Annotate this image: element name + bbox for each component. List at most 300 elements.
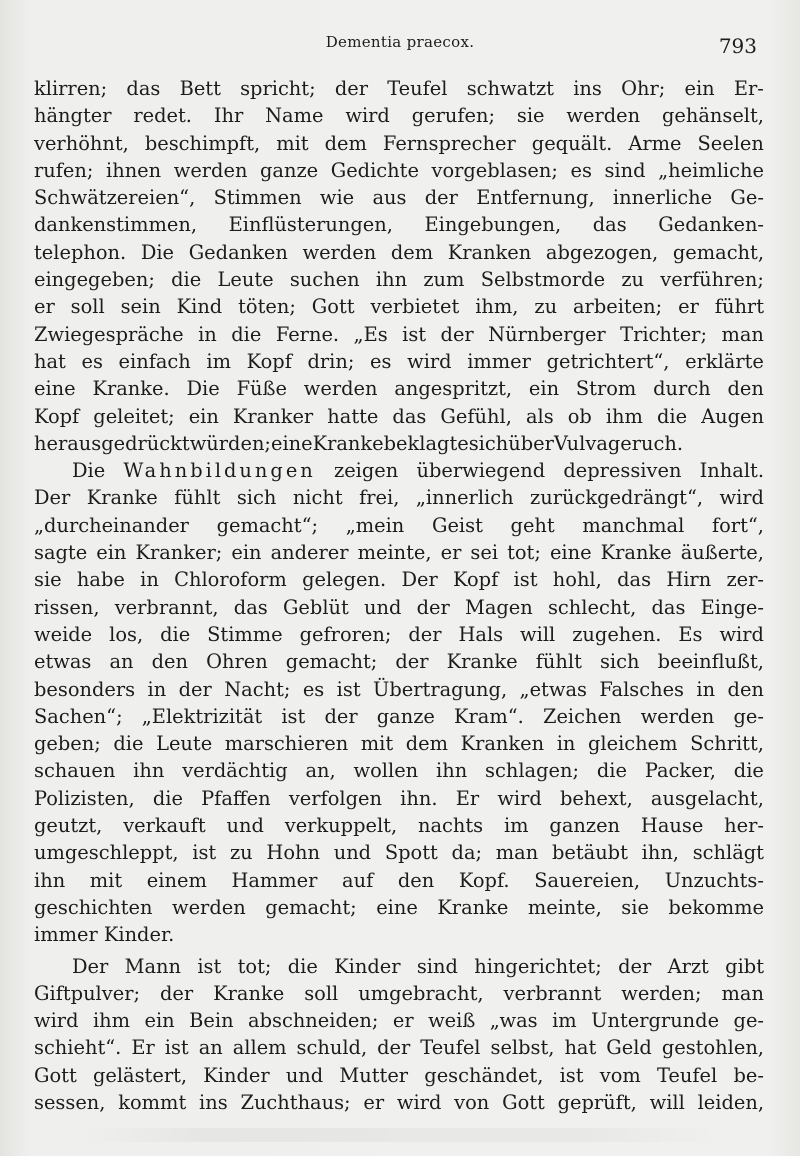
word: zu: [534, 295, 558, 319]
word: die: [656, 404, 688, 428]
word: er: [392, 1009, 414, 1033]
word: Einflüsterungen,: [228, 213, 393, 237]
word: gequält.: [531, 131, 613, 155]
word: Inhalt.: [699, 459, 764, 483]
word: schlecht,: [547, 595, 637, 619]
word: im: [503, 814, 529, 838]
word: los,: [109, 622, 144, 646]
word: Leute: [156, 732, 213, 756]
word: aus: [372, 186, 407, 210]
word: kommt: [118, 1090, 187, 1114]
word: die: [171, 268, 202, 292]
word: rissen,: [34, 595, 100, 619]
text-line: [34, 1062, 764, 1089]
word: verkuppelt,: [284, 814, 398, 838]
word: da;: [451, 841, 483, 865]
word: schuld,: [296, 1036, 368, 1060]
text-line: [34, 102, 764, 129]
word: einfach: [118, 349, 191, 373]
word: gemacht;: [285, 650, 378, 674]
word: frei,: [359, 486, 400, 510]
word: meinte,: [357, 541, 432, 565]
text-line: [34, 894, 764, 921]
word: es: [370, 349, 392, 373]
word: Ihr: [213, 104, 244, 128]
word: „heimliche: [658, 158, 764, 182]
text-line: [34, 211, 764, 238]
word: umgeschleppt,: [34, 841, 179, 865]
word: ins: [573, 77, 602, 100]
word: in: [147, 677, 167, 701]
word: man: [721, 981, 764, 1005]
word: Kranker: [232, 404, 314, 428]
text-line: [34, 867, 764, 894]
word: fühlt: [174, 486, 221, 510]
word: werden;: [621, 981, 702, 1005]
word: „durcheinander: [34, 513, 189, 537]
text-line: [34, 457, 764, 484]
word: geht: [510, 513, 555, 537]
text-line: [34, 239, 764, 266]
word: verfolgen: [288, 786, 382, 810]
word: Giftpulver;: [34, 981, 140, 1005]
word: ihn.: [400, 786, 438, 810]
word: „innerlich: [415, 486, 514, 510]
word: wird: [407, 349, 452, 373]
word: Ohr;: [621, 77, 666, 100]
word: wird: [345, 104, 390, 128]
word: das: [233, 595, 268, 619]
word: Polizisten,: [34, 786, 135, 810]
word: arbeiten;: [573, 295, 663, 319]
word: hängter: [34, 104, 112, 128]
word: mit: [360, 732, 394, 756]
word: verführen;: [660, 268, 764, 292]
word: verbietet: [370, 295, 460, 319]
word: gelegen.: [302, 568, 387, 592]
word: wollen: [353, 759, 419, 783]
word: das: [392, 404, 427, 428]
word: Kinder: [203, 1063, 270, 1087]
word: man: [721, 322, 764, 346]
word: meinte,: [527, 895, 602, 919]
word: Sachen“;: [34, 704, 123, 728]
word: ihn: [133, 759, 165, 783]
word: selbst,: [490, 1036, 555, 1060]
word: zu: [229, 841, 253, 865]
word: Die: [140, 240, 175, 264]
word: vom: [599, 1063, 641, 1087]
word: verbrannt,: [114, 595, 219, 619]
word: die: [152, 786, 183, 810]
word: Name: [265, 104, 324, 128]
word: Stimmen: [213, 186, 302, 210]
word: werden: [640, 704, 715, 728]
word: Ge-: [730, 186, 764, 210]
word: Einge-: [700, 595, 764, 619]
word: Teufel: [387, 77, 448, 100]
word: zum: [423, 268, 465, 292]
word: ein: [96, 541, 127, 565]
word: Gott: [34, 1063, 77, 1087]
word: Kranke: [600, 541, 672, 565]
word: schauen: [34, 759, 116, 783]
word: er: [678, 295, 699, 319]
word: in: [696, 677, 716, 701]
word: fort“,: [711, 513, 764, 537]
word: gerufen;: [411, 104, 496, 128]
word: über: [508, 431, 554, 455]
page-number: 793: [718, 34, 757, 58]
word: den: [727, 377, 764, 401]
word: das: [651, 595, 686, 619]
word: wird: [34, 1009, 79, 1033]
word: Augen: [701, 404, 764, 428]
word: ist: [281, 704, 306, 728]
body-text: [34, 75, 764, 1116]
word: er: [440, 541, 462, 565]
word: Füße: [236, 377, 287, 401]
word: Ferne.: [275, 322, 340, 346]
word: Nürnberger: [488, 322, 606, 346]
word: ihn: [436, 759, 468, 783]
word: Kranke.: [92, 377, 170, 401]
word: vorgeblasen;: [431, 158, 558, 182]
text-line: [34, 539, 764, 566]
word: weiß: [428, 1009, 476, 1033]
word: ist: [197, 954, 222, 978]
word: Entfernung,: [476, 186, 595, 210]
word: manchmal: [582, 513, 685, 537]
word: sich: [468, 431, 509, 455]
word: betäubt: [551, 841, 628, 865]
word: ihn,: [641, 841, 679, 865]
word: Er: [455, 786, 480, 810]
word: man: [495, 841, 539, 865]
word: Gedanken-: [658, 213, 764, 237]
word: als: [525, 404, 554, 428]
word: beschimpft,: [144, 131, 261, 155]
word: an,: [305, 759, 336, 783]
word: Kopf: [34, 404, 80, 428]
word: Geld: [606, 1036, 652, 1060]
word: ein: [231, 541, 262, 565]
word: der: [440, 322, 474, 346]
word: Gefühl,: [440, 404, 512, 428]
word: Hohn: [266, 841, 320, 865]
text-line: [34, 403, 764, 430]
word: geschichten: [34, 895, 153, 919]
word: ist: [559, 1063, 584, 1087]
word: sein: [120, 295, 161, 319]
word: Gedanken: [188, 240, 288, 264]
word: Untergrunde: [591, 1009, 720, 1033]
word: gibt: [725, 954, 764, 978]
word: wird: [396, 1090, 442, 1114]
word: eine: [270, 431, 313, 455]
word: ein: [188, 404, 219, 428]
word: einem: [146, 868, 207, 892]
word: Kranke: [86, 486, 158, 510]
word: soll: [70, 295, 105, 319]
word: Kranke: [213, 981, 285, 1005]
text-line: [34, 676, 764, 703]
word: etwas: [34, 650, 92, 674]
word: Pfaffen: [201, 786, 271, 810]
word: gemacht“;: [216, 513, 319, 537]
word: werden: [566, 104, 641, 128]
word: er: [34, 295, 55, 319]
word: eine: [34, 377, 76, 401]
word: zeigen: [333, 459, 399, 483]
word: tot;: [507, 541, 541, 565]
word: Der: [401, 568, 438, 592]
word: wie: [319, 186, 355, 210]
word: werden: [303, 377, 378, 401]
word: zu: [621, 268, 645, 292]
word: ob: [567, 404, 592, 428]
text-line: [34, 375, 764, 402]
word: behext,: [559, 786, 633, 810]
word: Zeichen: [542, 704, 622, 728]
word: ein: [684, 77, 715, 100]
word: das: [617, 568, 652, 592]
word: die: [113, 732, 144, 756]
word: mit: [276, 131, 309, 155]
word: überwiegend: [416, 459, 546, 483]
word: klirren;: [34, 77, 108, 100]
word: Fernsprecher: [382, 131, 516, 155]
word: Strom: [575, 377, 637, 401]
word: leiden,: [697, 1090, 764, 1114]
word: sei: [470, 541, 499, 565]
word: ein: [144, 1009, 175, 1033]
word: schlägt: [692, 841, 764, 865]
word: Gott: [311, 295, 355, 319]
text-line: [34, 484, 764, 511]
word: Kinder: [334, 954, 401, 978]
word: töten;: [238, 295, 296, 319]
word: und: [333, 841, 372, 865]
text-line: [34, 594, 764, 621]
word: Mann: [124, 954, 182, 978]
word: her-: [724, 814, 764, 838]
word: Teufel: [420, 1036, 481, 1060]
word: Bett: [179, 77, 221, 100]
word: Bein: [189, 1009, 234, 1033]
word: Selbstmorde: [480, 268, 606, 292]
word: Nacht;: [224, 677, 291, 701]
word: hingerichtet;: [474, 954, 602, 978]
word: hatte: [327, 404, 379, 428]
text-line: [34, 130, 764, 157]
word: Trichter;: [620, 322, 707, 346]
word: immer: [467, 349, 531, 373]
word: in: [556, 732, 576, 756]
word: an: [109, 650, 134, 674]
word: telephon.: [34, 240, 127, 264]
word: will: [649, 1090, 685, 1114]
word: gestohlen,: [661, 1036, 764, 1060]
word: würden;: [189, 431, 271, 455]
word: werden: [171, 895, 246, 919]
word: Zwiegespräche: [34, 322, 184, 346]
word: in: [140, 568, 159, 592]
word: will: [520, 622, 556, 646]
word: ihm: [605, 404, 643, 428]
word: Falsches: [599, 677, 685, 701]
word: umgebracht,: [358, 981, 484, 1005]
word: gleichem: [587, 732, 678, 756]
word: sessen,: [34, 1090, 106, 1114]
word: Der: [72, 954, 109, 978]
word: sich: [599, 650, 640, 674]
text-line: [34, 757, 764, 784]
word: Geblüt: [282, 595, 349, 619]
word: der: [324, 704, 358, 728]
word: die: [733, 759, 764, 783]
text-line: [34, 812, 764, 839]
word: die: [596, 759, 627, 783]
word: Die: [186, 377, 220, 401]
word: eine: [549, 541, 592, 565]
word: Es: [678, 622, 703, 646]
word: schlagen;: [485, 759, 580, 783]
running-title: Dementia praecox.: [325, 33, 475, 51]
word: weide: [34, 622, 93, 646]
word: Mutter: [339, 1063, 409, 1087]
word: allem: [232, 1036, 287, 1060]
show-through-ghost: [80, 1128, 720, 1142]
word: verhöhnt,: [34, 131, 129, 155]
word: von: [454, 1090, 490, 1114]
word: „was: [489, 1009, 538, 1033]
word: Arzt: [667, 954, 709, 978]
word: beeinflußt,: [657, 650, 764, 674]
word: Spott: [384, 841, 438, 865]
word: abschneiden;: [248, 1009, 379, 1033]
word: Hammer: [231, 868, 318, 892]
word: innerliche: [612, 186, 713, 210]
word: Er-: [733, 77, 764, 100]
word: Sauereien,: [534, 868, 641, 892]
word: in: [198, 322, 217, 346]
word: Kranke: [437, 895, 509, 919]
word: Kranken: [460, 732, 545, 756]
word: der: [416, 595, 450, 619]
word: sie: [621, 895, 649, 919]
word: ist: [336, 677, 361, 701]
word: und: [364, 595, 402, 619]
word: es: [570, 158, 592, 182]
word: den: [151, 650, 188, 674]
word: bekomme: [668, 895, 764, 919]
word: und: [285, 1063, 324, 1087]
word: Gedichte: [330, 158, 419, 182]
word: hat: [564, 1036, 597, 1060]
word: die: [287, 954, 318, 978]
text-line: [34, 348, 764, 375]
text-line: [34, 703, 764, 730]
word: eine: [376, 895, 418, 919]
word: ganze: [260, 158, 319, 182]
word: er: [363, 1090, 385, 1114]
word: der: [160, 981, 194, 1005]
text-line: [34, 1034, 764, 1061]
word: „mein: [345, 513, 405, 537]
text-line: [34, 648, 764, 675]
word: geutzt,: [34, 814, 103, 838]
word: Die: [72, 459, 106, 483]
word: abgezogen,: [545, 240, 659, 264]
word: sich: [236, 486, 277, 510]
word: ist: [513, 568, 538, 592]
word: die: [160, 622, 191, 646]
word: das: [126, 77, 161, 100]
word: ihn: [34, 868, 66, 892]
word: der: [395, 650, 429, 674]
text-line: [34, 157, 764, 184]
word: Hals: [458, 622, 504, 646]
word: be-: [733, 1063, 764, 1087]
word: hohl,: [552, 568, 602, 592]
word: geleitet;: [93, 404, 175, 428]
text-line: [34, 921, 764, 948]
word: Zuchthaus;: [240, 1090, 351, 1114]
word: geben;: [34, 732, 101, 756]
word: ihn: [375, 268, 408, 292]
word: schieht“.: [34, 1036, 122, 1060]
text-line: [34, 430, 764, 457]
word: sind: [604, 158, 646, 182]
text-line: [34, 730, 764, 757]
word: Unzuchts-: [664, 868, 764, 892]
word: geprüft,: [557, 1090, 637, 1114]
word: „Es: [353, 322, 388, 346]
word: redet.: [133, 104, 192, 128]
text-line: [34, 839, 764, 866]
word: Übertragung,: [373, 677, 508, 701]
word: zugehen.: [572, 622, 662, 646]
word: der: [334, 77, 369, 100]
word: tot;: [237, 954, 272, 978]
word: nicht: [292, 486, 343, 510]
text-line: [34, 512, 764, 539]
word: besonders: [34, 677, 136, 701]
word: der: [377, 1036, 411, 1060]
text-line: [34, 75, 764, 102]
word: depressiven: [563, 459, 682, 483]
word: der: [424, 186, 458, 210]
word: gefroren;: [299, 622, 392, 646]
text-line: [34, 266, 764, 293]
word: wird: [719, 622, 764, 646]
word: ein: [528, 377, 560, 401]
word: wird: [497, 786, 542, 810]
word: habe: [76, 568, 125, 592]
word: Chloroform: [174, 568, 287, 592]
word: ist: [192, 841, 217, 865]
word: ins: [199, 1090, 228, 1114]
word: das: [592, 213, 627, 237]
word: Teufel: [656, 1063, 718, 1087]
word: Kranker;: [135, 541, 223, 565]
word: drin;: [307, 349, 355, 373]
word: fühlt: [535, 650, 582, 674]
word: hat: [34, 349, 66, 373]
word: getrichtert“,: [546, 349, 670, 373]
word: ihm,: [475, 295, 519, 319]
